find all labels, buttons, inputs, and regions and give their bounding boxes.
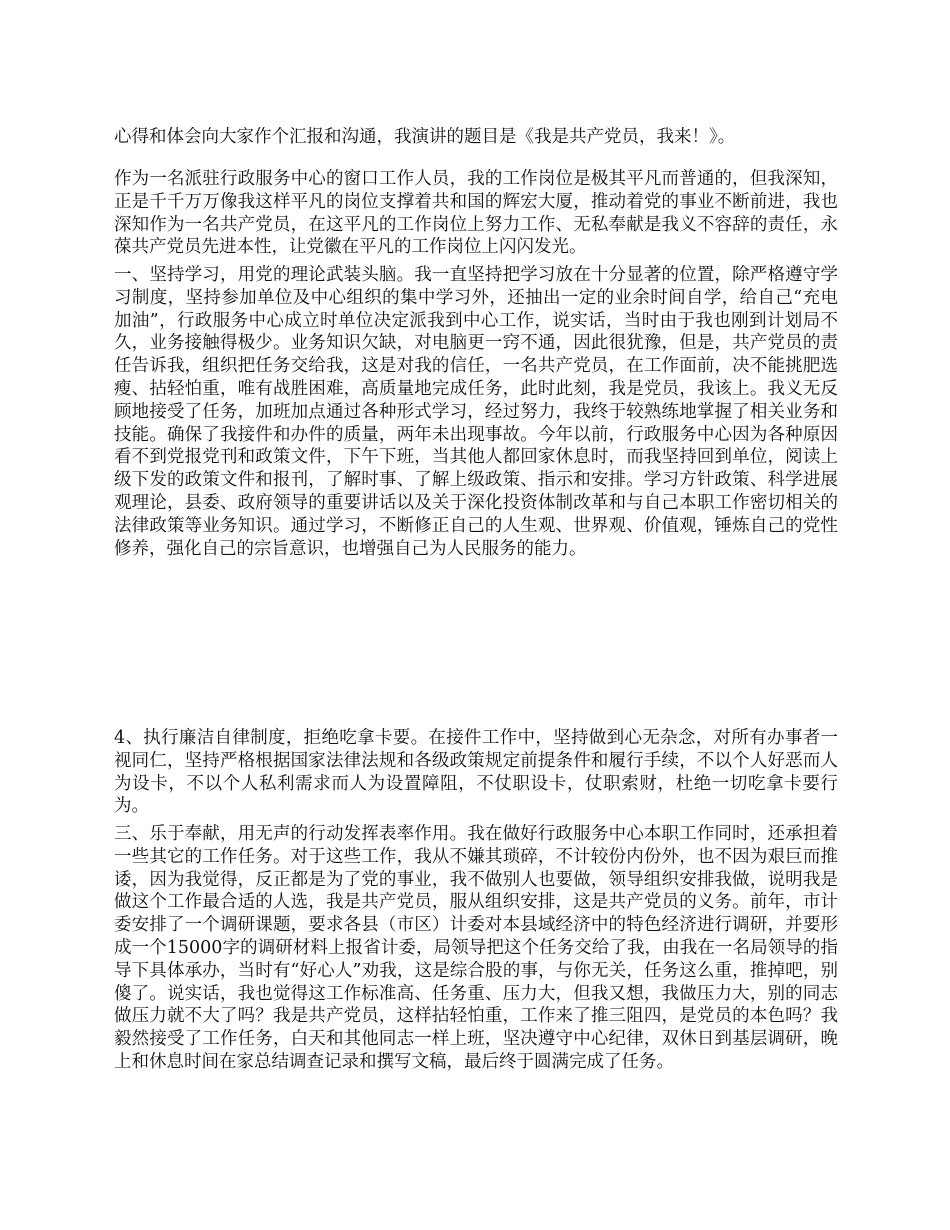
paragraph-study: 一、坚持学习，用党的理论武装头脑。我一直坚持把学习放在十分显著的位置，除严格遵守学习制度，坚持参加单位及中心组织的集中学习外，还抽出一定的业余时间自学，给自己“充电加油”，行政服务中心成立时单位决定派我到中心工作，说实话，当时由于我也刚到计划局不久，业务接触得极少。业务知识欠缺，对电脑更一窍不通，因此很犹豫，但是，共产党员的责任告诉我，组织把任务交给我，这是对我的信任，一名共产党员，在工作面前，决不能挑肥选瘦、拈轻怕重，唯有战胜困难，高质量地完成任务，此时此刻，我是党员，我该上。我义无反顾地接受了任务，加班加点通过各种形式学习，经过努力，我终于较熟练地掌握了相关业务和技能。确保了我接件和办件的质量，两年未出现事故。今年以前，行政服务中心因为各种原因看不到党报党刊和政策文件，下午下班，当其他人都回家休息时，而我坚持回到单位，阅读上级下发的政策文件和报刊，了解时事、了解上级政策、指示和安排。学习方针政策、科学进展观理论，县委、政府领导的重要讲话以及关于深化投资体制改革和与自己本职工作密切相关的法律政策等业务知识。通过学习，不断修正自己的人生观、世界观、价值观，锤炼自己的党性修养，强化自己的宗旨意识，也增强自己为人民服务的能力。 — [114, 265, 838, 559]
paragraph-integrity: 4、执行廉洁自律制度，拒绝吃拿卡要。在接件工作中，坚持做到心无杂念，对所有办事者一视同仁，坚持严格根据国家法律法规和各级政策规定前提条件和履行手续，不以个人好恶而人为设卡，不以个人私利需求而人为设置障阻，不仗职设卡，仗职索财，杜绝一切吃拿卡要行为。 — [114, 728, 838, 817]
paragraph-dedication: 三、乐于奉献，用无声的行动发挥表率作用。我在做好行政服务中心本职工作同时，还承担着一些其它的工作任务。对于这些工作，我从不嫌其琐碎，不计较份内份外，也不因为艰巨而推诿，因为我觉得，反正都是为了党的事业，我不做别人也要做，领导组织安排我做，说明我是做这个工作最合适的人选，我是共产党员，服从组织安排，这是共产党员的义务。前年，市计委安排了一个调研课题，要求各县（市区）计委对本县域经济中的特色经济进行调研，并要形成一个15000字的调研材料上报省计委，局领导把这个任务交给了我，由我在一名局领导的指导下具体承办，当时有“好心人”劝我，这是综合股的事，与你无关，任务这么重，推掉吧，别傻了。说实话，我也觉得这工作标准高、任务重、压力大，但我又想，我做压力大，别的同志做压力就不大了吗？我是共产党员，这样拈轻怕重，工作来了推三阻四，是党员的本色吗？我毅然接受了工作任务，白天和其他同志一样上班，坚决遵守中心纪律，双休日到基层调研，晚上和休息时间在家总结调查记录和撰写文稿，最后终于圆满完成了任务。 — [114, 824, 838, 1072]
paragraph-intro: 心得和体会向大家作个汇报和沟通，我演讲的题目是《我是共产党员，我来！》。 — [114, 127, 736, 147]
paragraph-post-duty: 作为一名派驻行政服务中心的窗口工作人员，我的工作岗位是极其平凡而普通的，但我深知，正是千千万万像我这样平凡的岗位支撑着共和国的辉宏大厦，推动着党的事业不断前进，我也深知作为一名共产党员，在这平凡的工作岗位上努力工作、无私奉献是我义不容辞的责任，永葆共产党员先进本性，让党徽在平凡的工作岗位上闪闪发光。 — [114, 169, 838, 258]
